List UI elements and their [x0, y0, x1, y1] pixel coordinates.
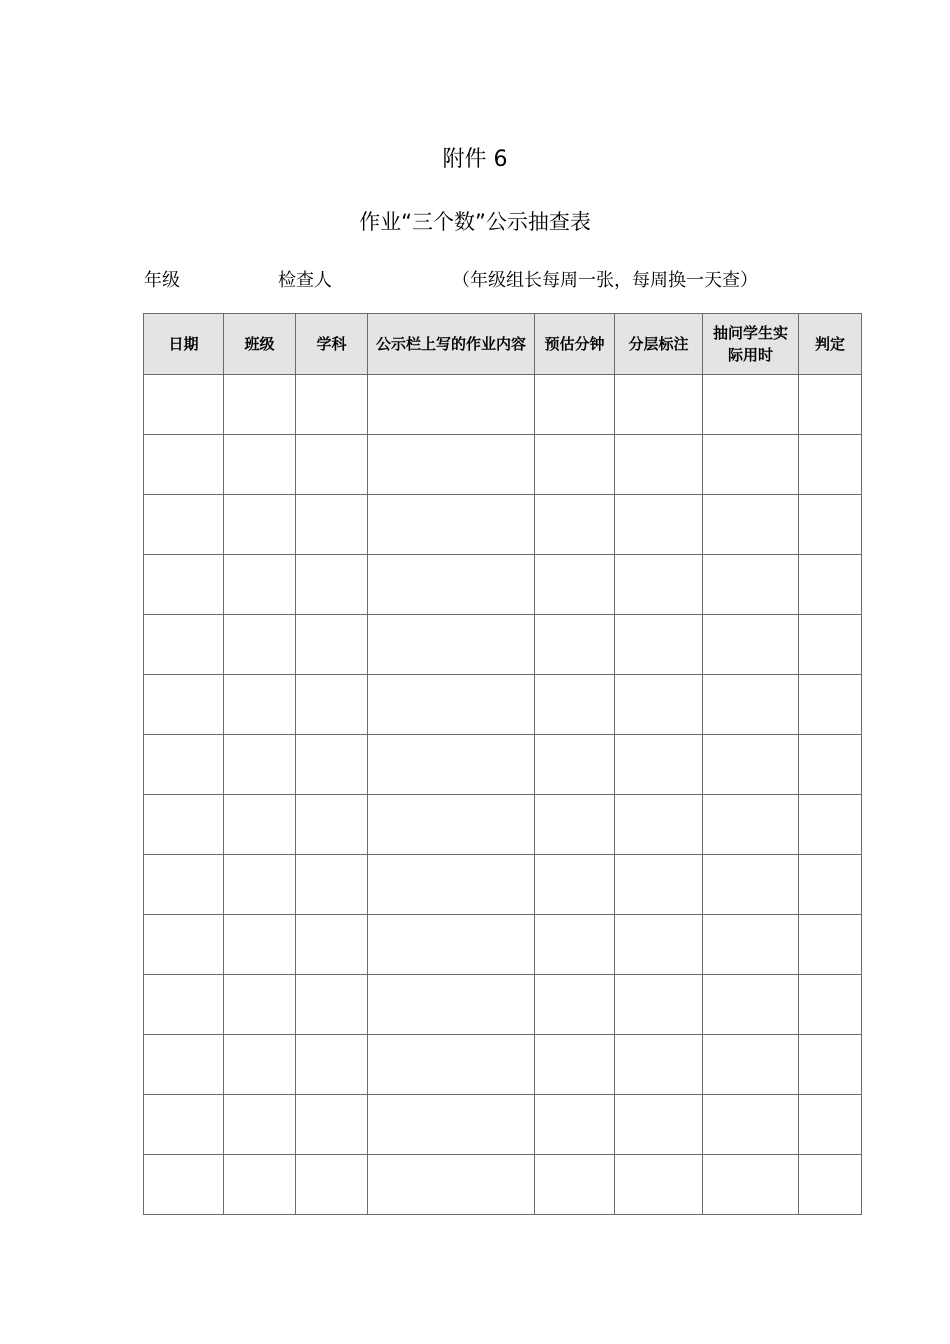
- cell-estimated-minutes[interactable]: [535, 735, 615, 795]
- inspector-label: 检查人: [278, 270, 332, 291]
- cell-tier-marking[interactable]: [615, 1155, 703, 1215]
- attachment-label: 附件 6: [442, 147, 508, 172]
- page-title: 作业“三个数”公示抽查表: [359, 210, 591, 234]
- cell-student-actual-time[interactable]: [703, 1095, 799, 1155]
- cell-student-actual-time[interactable]: [703, 555, 799, 615]
- cell-subject[interactable]: [296, 1095, 368, 1155]
- cell-judgement[interactable]: [799, 975, 862, 1035]
- cell-subject[interactable]: [296, 1035, 368, 1095]
- table-row: [144, 555, 862, 615]
- cell-posted-homework[interactable]: [368, 555, 535, 615]
- grade-label: 年级: [144, 270, 180, 291]
- cell-posted-homework[interactable]: [368, 795, 535, 855]
- cell-class[interactable]: [224, 915, 296, 975]
- cell-posted-homework[interactable]: [368, 915, 535, 975]
- table-row: [144, 435, 862, 495]
- cell-date[interactable]: [144, 675, 224, 735]
- cell-student-actual-time[interactable]: [703, 675, 799, 735]
- cell-estimated-minutes[interactable]: [535, 855, 615, 915]
- cell-tier-marking[interactable]: [615, 915, 703, 975]
- cell-date[interactable]: [144, 615, 224, 675]
- cell-class[interactable]: [224, 495, 296, 555]
- cell-estimated-minutes[interactable]: [535, 975, 615, 1035]
- cell-subject[interactable]: [296, 675, 368, 735]
- cell-subject[interactable]: [296, 975, 368, 1035]
- table-row: [144, 855, 862, 915]
- cell-date[interactable]: [144, 1035, 224, 1095]
- cell-subject[interactable]: [296, 555, 368, 615]
- cell-class[interactable]: [224, 1155, 296, 1215]
- cell-tier-marking[interactable]: [615, 1035, 703, 1095]
- cell-subject[interactable]: [296, 915, 368, 975]
- cell-subject[interactable]: [296, 1155, 368, 1215]
- cell-posted-homework[interactable]: [368, 495, 535, 555]
- cell-student-actual-time[interactable]: [703, 735, 799, 795]
- cell-date[interactable]: [144, 915, 224, 975]
- cell-judgement[interactable]: [799, 555, 862, 615]
- table-row: [144, 735, 862, 795]
- header-estimated-minutes: 预估分钟: [535, 314, 615, 375]
- cell-date[interactable]: [144, 735, 224, 795]
- cell-judgement[interactable]: [799, 735, 862, 795]
- cell-estimated-minutes[interactable]: [535, 615, 615, 675]
- cell-estimated-minutes[interactable]: [535, 555, 615, 615]
- table-row: [144, 375, 862, 435]
- cell-tier-marking[interactable]: [615, 1095, 703, 1155]
- cell-tier-marking[interactable]: [615, 375, 703, 435]
- cell-subject[interactable]: [296, 375, 368, 435]
- cell-date[interactable]: [144, 975, 224, 1035]
- cell-judgement[interactable]: [799, 1035, 862, 1095]
- table-header-row: [144, 314, 862, 375]
- table-row: [144, 795, 862, 855]
- cell-tier-marking[interactable]: [615, 435, 703, 495]
- cell-tier-marking[interactable]: [615, 735, 703, 795]
- cell-posted-homework[interactable]: [368, 1035, 535, 1095]
- cell-judgement[interactable]: [799, 1095, 862, 1155]
- table-row: [144, 615, 862, 675]
- cell-class[interactable]: [224, 975, 296, 1035]
- header-class: 班级: [224, 314, 296, 375]
- cell-posted-homework[interactable]: [368, 735, 535, 795]
- cell-estimated-minutes[interactable]: [535, 1035, 615, 1095]
- cell-date[interactable]: [144, 855, 224, 915]
- cell-student-actual-time[interactable]: [703, 615, 799, 675]
- cell-judgement[interactable]: [799, 375, 862, 435]
- cell-date[interactable]: [144, 375, 224, 435]
- cell-estimated-minutes[interactable]: [535, 1095, 615, 1155]
- cell-judgement[interactable]: [799, 435, 862, 495]
- cell-date[interactable]: [144, 1095, 224, 1155]
- header-subject: 学科: [296, 314, 368, 375]
- cell-tier-marking[interactable]: [615, 855, 703, 915]
- table-row: [144, 1095, 862, 1155]
- homework-check-table: [143, 313, 862, 1215]
- cell-subject[interactable]: [296, 615, 368, 675]
- cell-posted-homework[interactable]: [368, 375, 535, 435]
- cell-tier-marking[interactable]: [615, 795, 703, 855]
- cell-judgement[interactable]: [799, 1155, 862, 1215]
- cell-date[interactable]: [144, 1155, 224, 1215]
- cell-posted-homework[interactable]: [368, 615, 535, 675]
- cell-subject[interactable]: [296, 795, 368, 855]
- cell-student-actual-time[interactable]: [703, 1155, 799, 1215]
- cell-date[interactable]: [144, 555, 224, 615]
- cell-judgement[interactable]: [799, 795, 862, 855]
- cell-estimated-minutes[interactable]: [535, 1155, 615, 1215]
- cell-estimated-minutes[interactable]: [535, 795, 615, 855]
- cell-subject[interactable]: [296, 495, 368, 555]
- table-row: [144, 915, 862, 975]
- cell-class[interactable]: [224, 1035, 296, 1095]
- cell-student-actual-time[interactable]: [703, 435, 799, 495]
- cell-estimated-minutes[interactable]: [535, 675, 615, 735]
- cell-judgement[interactable]: [799, 855, 862, 915]
- cell-estimated-minutes[interactable]: [535, 495, 615, 555]
- cell-posted-homework[interactable]: [368, 675, 535, 735]
- table-row: [144, 675, 862, 735]
- cell-judgement[interactable]: [799, 615, 862, 675]
- cell-student-actual-time[interactable]: [703, 915, 799, 975]
- cell-posted-homework[interactable]: [368, 1095, 535, 1155]
- cell-student-actual-time[interactable]: [703, 855, 799, 915]
- cell-estimated-minutes[interactable]: [535, 435, 615, 495]
- cell-posted-homework[interactable]: [368, 1155, 535, 1215]
- header-student-actual-time: 抽问学生实际用时: [703, 314, 799, 375]
- cell-class[interactable]: [224, 675, 296, 735]
- cell-student-actual-time[interactable]: [703, 975, 799, 1035]
- cell-posted-homework[interactable]: [368, 855, 535, 915]
- cell-date[interactable]: [144, 435, 224, 495]
- table-row: [144, 975, 862, 1035]
- cell-judgement[interactable]: [799, 915, 862, 975]
- cell-class[interactable]: [224, 615, 296, 675]
- cell-tier-marking[interactable]: [615, 615, 703, 675]
- cell-student-actual-time[interactable]: [703, 375, 799, 435]
- table-body: [144, 375, 862, 1215]
- cell-class[interactable]: [224, 795, 296, 855]
- header-date: 日期: [144, 314, 224, 375]
- cell-estimated-minutes[interactable]: [535, 915, 615, 975]
- header-judgement: 判定: [799, 314, 862, 375]
- cell-date[interactable]: [144, 495, 224, 555]
- cell-class[interactable]: [224, 1095, 296, 1155]
- cell-class[interactable]: [224, 735, 296, 795]
- check-frequency-note: （年级组长每周一张，每周换一天查）: [452, 270, 758, 291]
- cell-class[interactable]: [224, 375, 296, 435]
- cell-estimated-minutes[interactable]: [535, 375, 615, 435]
- cell-class[interactable]: [224, 435, 296, 495]
- cell-tier-marking[interactable]: [615, 975, 703, 1035]
- cell-posted-homework[interactable]: [368, 975, 535, 1035]
- cell-class[interactable]: [224, 555, 296, 615]
- table-row: [144, 1035, 862, 1095]
- cell-subject[interactable]: [296, 435, 368, 495]
- cell-tier-marking[interactable]: [615, 495, 703, 555]
- cell-student-actual-time[interactable]: [703, 495, 799, 555]
- cell-student-actual-time[interactable]: [703, 1035, 799, 1095]
- cell-judgement[interactable]: [799, 675, 862, 735]
- cell-student-actual-time[interactable]: [703, 795, 799, 855]
- cell-posted-homework[interactable]: [368, 435, 535, 495]
- header-tier-marking: 分层标注: [615, 314, 703, 375]
- cell-subject[interactable]: [296, 855, 368, 915]
- table-row: [144, 1155, 862, 1215]
- cell-date[interactable]: [144, 795, 224, 855]
- table-row: [144, 495, 862, 555]
- cell-subject[interactable]: [296, 735, 368, 795]
- cell-tier-marking[interactable]: [615, 675, 703, 735]
- header-posted-homework: 公示栏上写的作业内容: [368, 314, 535, 375]
- cell-tier-marking[interactable]: [615, 555, 703, 615]
- cell-class[interactable]: [224, 855, 296, 915]
- cell-judgement[interactable]: [799, 495, 862, 555]
